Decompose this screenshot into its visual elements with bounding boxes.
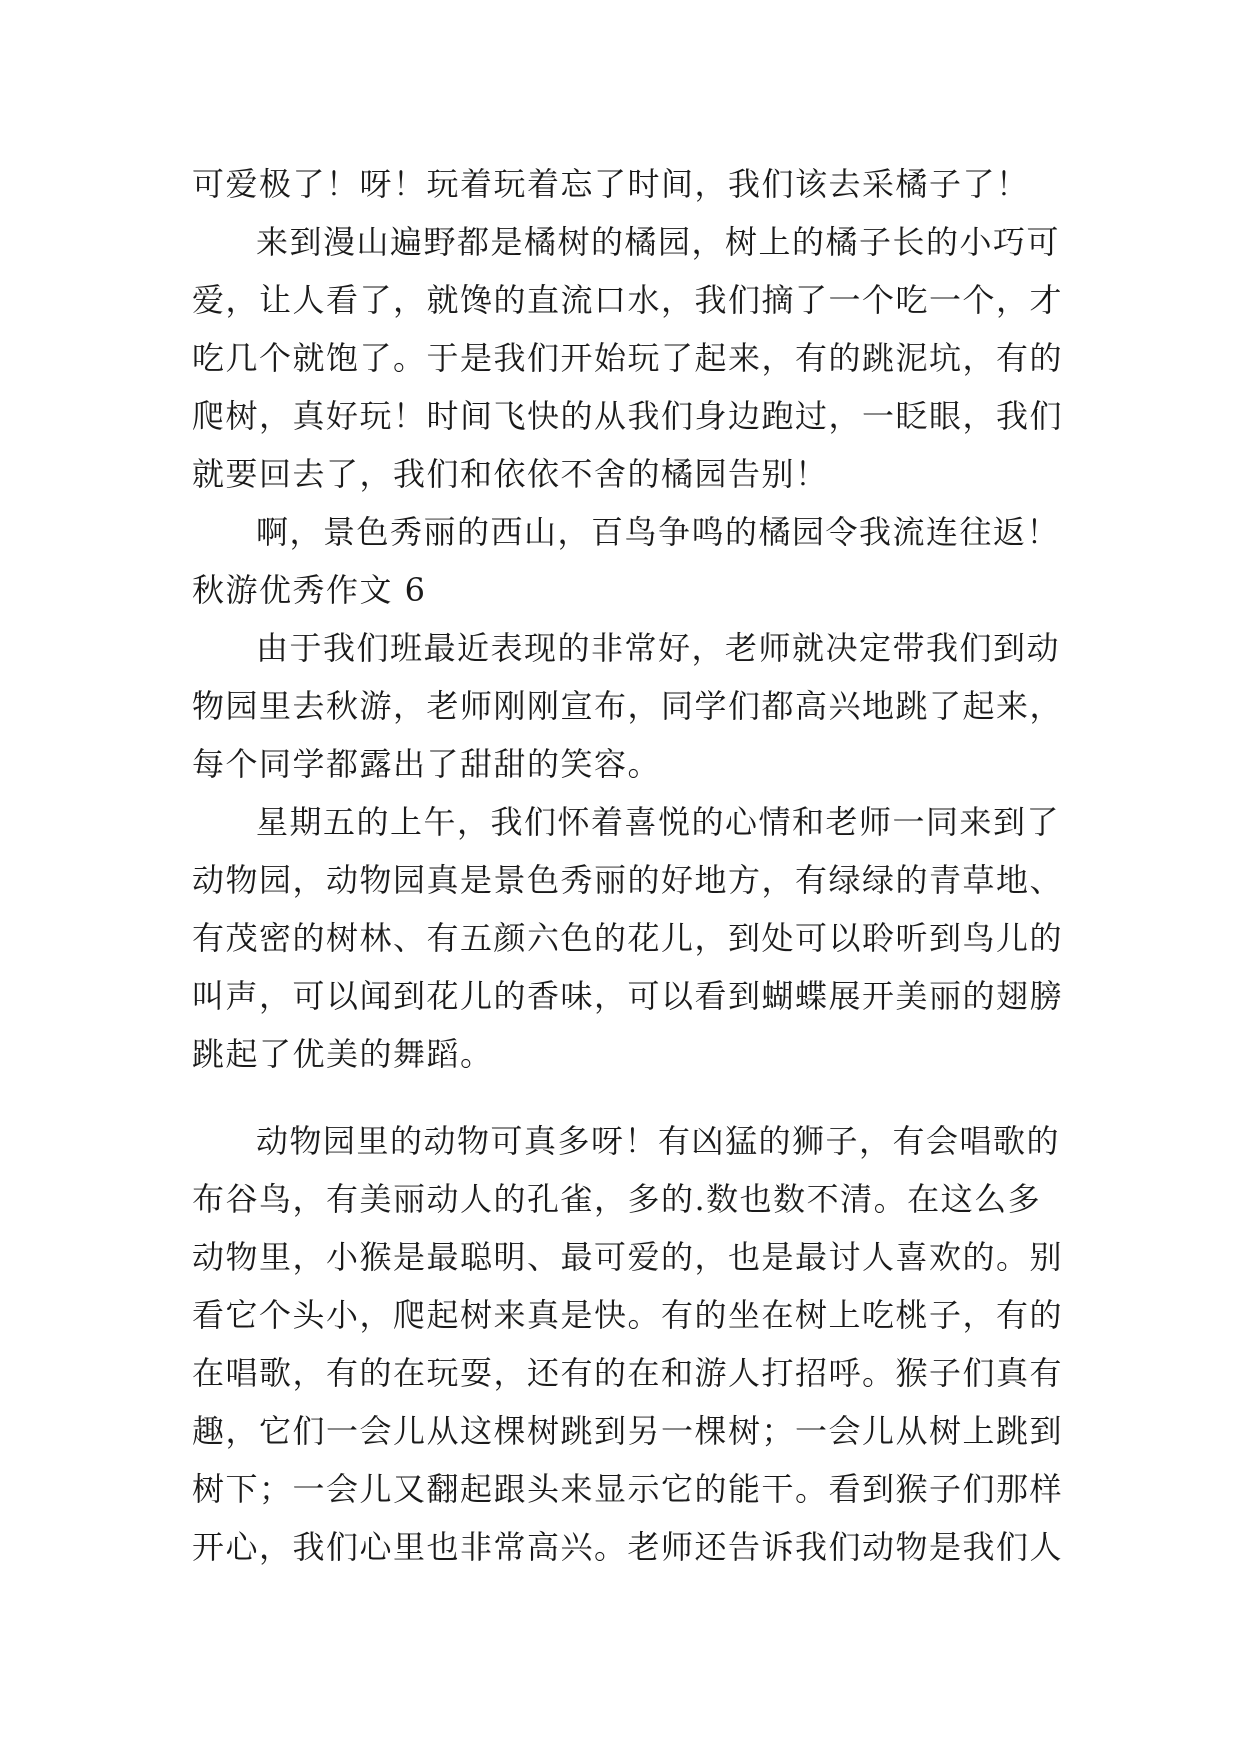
text-line: 跳起了优美的舞蹈。 [192,1035,494,1073]
text-line: 物园里去秋游，老师刚刚宣布，同学们都高兴地跳了起来， [192,687,1064,725]
text-line: 看它个头小，爬起树来真是快。有的坐在树上吃桃子，有的 [192,1296,1064,1334]
text-line: 叫声，可以闻到花儿的香味，可以看到蝴蝶展开美丽的翅膀 [192,977,1064,1015]
text-line: 爱，让人看了，就馋的直流口水，我们摘了一个吃一个，才 [192,281,1064,319]
text-line: 吃几个就饱了。于是我们开始玩了起来，有的跳泥坑，有的 [192,339,1064,377]
text-line: 在唱歌，有的在玩耍，还有的在和游人打招呼。猴子们真有 [192,1354,1064,1392]
text-line: 开心，我们心里也非常高兴。老师还告诉我们动物是我们人 [192,1528,1064,1566]
text-line: 动物里，小猴是最聪明、最可爱的，也是最讨人喜欢的。别 [192,1238,1064,1276]
text-line: 就要回去了，我们和依依不舍的橘园告别！ [192,455,829,493]
text-line: 趣，它们一会儿从这棵树跳到另一棵树；一会儿从树上跳到 [192,1412,1064,1450]
text-line: 星期五的上午，我们怀着喜悦的心情和老师一同来到了 [256,803,1061,841]
text-line: 由于我们班最近表现的非常好，老师就决定带我们到动 [256,629,1061,667]
text-line: 每个同学都露出了甜甜的笑容。 [192,745,662,783]
text-line: 动物园里的动物可真多呀！有凶猛的狮子，有会唱歌的 [256,1122,1061,1160]
text-line: 来到漫山遍野都是橘树的橘园，树上的橘子长的小巧可 [256,223,1061,261]
text-line: 可爱极了！呀！玩着玩着忘了时间，我们该去采橘子了！ [192,165,1030,203]
text-line: 有茂密的树林、有五颜六色的花儿，到处可以聆听到鸟儿的 [192,919,1064,957]
text-line: 布谷鸟，有美丽动人的孔雀，多的.数也数不清。在这么多 [192,1180,1042,1218]
text-line: 爬树，真好玩！时间飞快的从我们身边跑过，一眨眼，我们 [192,397,1064,435]
text-line: 树下；一会儿又翻起跟头来显示它的能干。看到猴子们那样 [192,1470,1064,1508]
section-heading: 秋游优秀作文 6 [192,571,427,609]
text-line: 动物园，动物园真是景色秀丽的好地方，有绿绿的青草地、 [192,861,1064,899]
text-line: 啊，景色秀丽的西山，百鸟争鸣的橘园令我流连往返！ [256,513,1061,551]
